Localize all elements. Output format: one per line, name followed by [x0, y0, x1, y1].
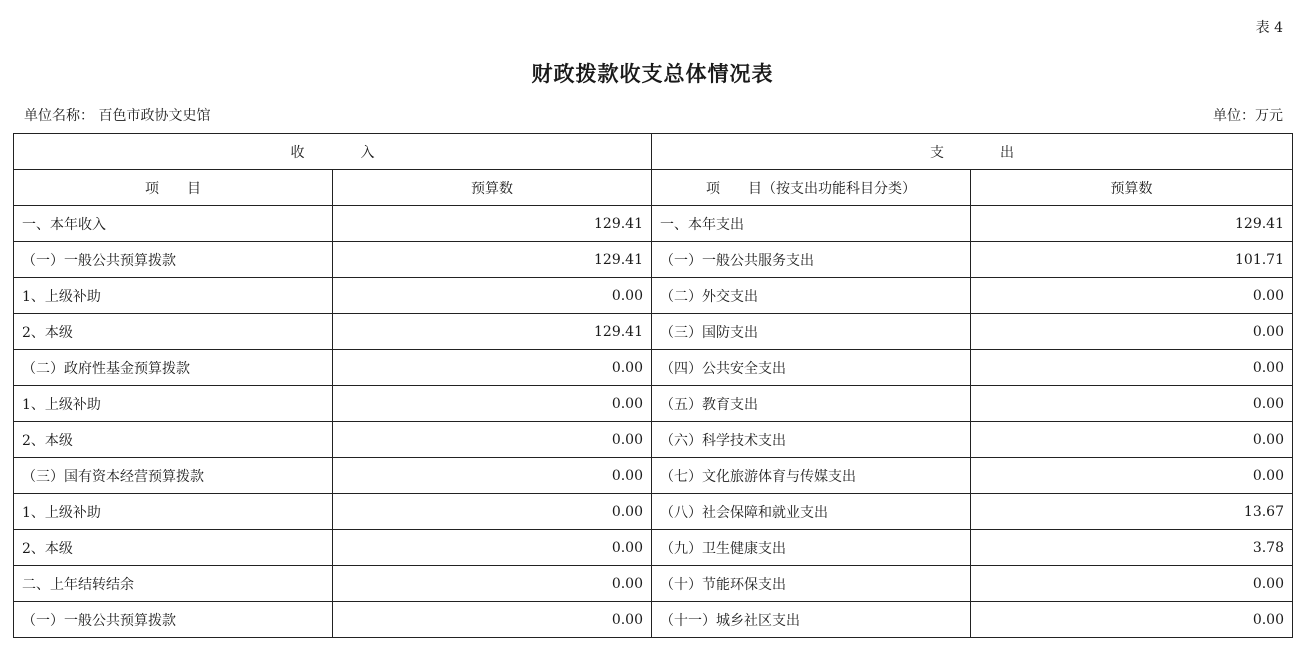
- income-amount-cell: 0.00: [333, 458, 652, 494]
- expense-item-cell: （三）国防支出: [652, 314, 971, 350]
- expense-amount-cell: 0.00: [971, 314, 1293, 350]
- table-row: [14, 602, 1293, 638]
- table-row: [14, 278, 1293, 314]
- expense-item-cell: （五）教育支出: [652, 386, 971, 422]
- table-row: [14, 458, 1293, 494]
- table-row: [14, 314, 1293, 350]
- column-header-row: [14, 170, 1293, 206]
- income-item-cell: （二）政府性基金预算拨款: [14, 350, 333, 386]
- income-amount-cell: 0.00: [333, 278, 652, 314]
- expense-amount-cell: 13.67: [971, 494, 1293, 530]
- income-amount-cell: 0.00: [333, 530, 652, 566]
- expense-item-header: 项 目（按支出功能科目分类）: [652, 170, 971, 206]
- income-amount-cell: 0.00: [333, 494, 652, 530]
- table-row: [14, 422, 1293, 458]
- income-item-cell: 2、本级: [14, 422, 333, 458]
- income-item-cell: 1、上级补助: [14, 494, 333, 530]
- table-row: [14, 566, 1293, 602]
- income-item-header: 项 目: [14, 170, 333, 206]
- expense-item-cell: （九）卫生健康支出: [652, 530, 971, 566]
- expense-item-cell: （七）文化旅游体育与传媒支出: [652, 458, 971, 494]
- income-item-cell: 1、上级补助: [14, 386, 333, 422]
- expense-amount-cell: 0.00: [971, 602, 1293, 638]
- income-amount-cell: 0.00: [333, 566, 652, 602]
- expense-amount-cell: 0.00: [971, 386, 1293, 422]
- income-item-cell: 1、上级补助: [14, 278, 333, 314]
- table-number: 表 4: [1255, 20, 1283, 36]
- expense-amount-cell: 0.00: [971, 458, 1293, 494]
- income-amount-cell: 129.41: [333, 206, 652, 242]
- expense-amount-cell: 0.00: [971, 278, 1293, 314]
- expense-amount-cell: 101.71: [971, 242, 1293, 278]
- income-item-cell: （三）国有资本经营预算拨款: [14, 458, 333, 494]
- expense-amount-cell: 0.00: [971, 566, 1293, 602]
- expense-item-cell: （四）公共安全支出: [652, 350, 971, 386]
- income-item-cell: 一、本年收入: [14, 206, 333, 242]
- expense-group-header: 支 出: [652, 134, 1293, 170]
- expense-amount-cell: 129.41: [971, 206, 1293, 242]
- income-item-cell: 二、上年结转结余: [14, 566, 333, 602]
- income-amount-cell: 129.41: [333, 242, 652, 278]
- expense-item-cell: （八）社会保障和就业支出: [652, 494, 971, 530]
- expense-item-cell: （十）节能环保支出: [652, 566, 971, 602]
- income-item-cell: 2、本级: [14, 530, 333, 566]
- income-item-cell: （一）一般公共预算拨款: [14, 242, 333, 278]
- table-row: [14, 242, 1293, 278]
- income-amount-header: 预算数: [333, 170, 652, 206]
- table-row: [14, 206, 1293, 242]
- expense-item-cell: 一、本年支出: [652, 206, 971, 242]
- table-row: [14, 530, 1293, 566]
- expense-item-cell: （一）一般公共服务支出: [652, 242, 971, 278]
- income-item-cell: （一）一般公共预算拨款: [14, 602, 333, 638]
- income-amount-cell: 0.00: [333, 350, 652, 386]
- table-row: [14, 386, 1293, 422]
- table-row: [14, 350, 1293, 386]
- budget-table: [13, 133, 1293, 638]
- expense-item-cell: （二）外交支出: [652, 278, 971, 314]
- expense-item-cell: （六）科学技术支出: [652, 422, 971, 458]
- table-body: [14, 206, 1293, 638]
- expense-amount-header: 预算数: [971, 170, 1293, 206]
- currency-unit: 单位：万元: [1213, 108, 1283, 124]
- income-amount-cell: 0.00: [333, 386, 652, 422]
- income-amount-cell: 129.41: [333, 314, 652, 350]
- group-header-row: [14, 134, 1293, 170]
- income-amount-cell: 0.00: [333, 422, 652, 458]
- expense-amount-cell: 0.00: [971, 422, 1293, 458]
- expense-amount-cell: 0.00: [971, 350, 1293, 386]
- page-title: 财政拨款收支总体情况表: [531, 61, 774, 86]
- income-amount-cell: 0.00: [333, 602, 652, 638]
- unit-name: 单位名称： 百色市政协文史馆: [24, 108, 211, 124]
- expense-amount-cell: 3.78: [971, 530, 1293, 566]
- income-group-header: 收 入: [14, 134, 652, 170]
- expense-item-cell: （十一）城乡社区支出: [652, 602, 971, 638]
- income-item-cell: 2、本级: [14, 314, 333, 350]
- table-row: [14, 494, 1293, 530]
